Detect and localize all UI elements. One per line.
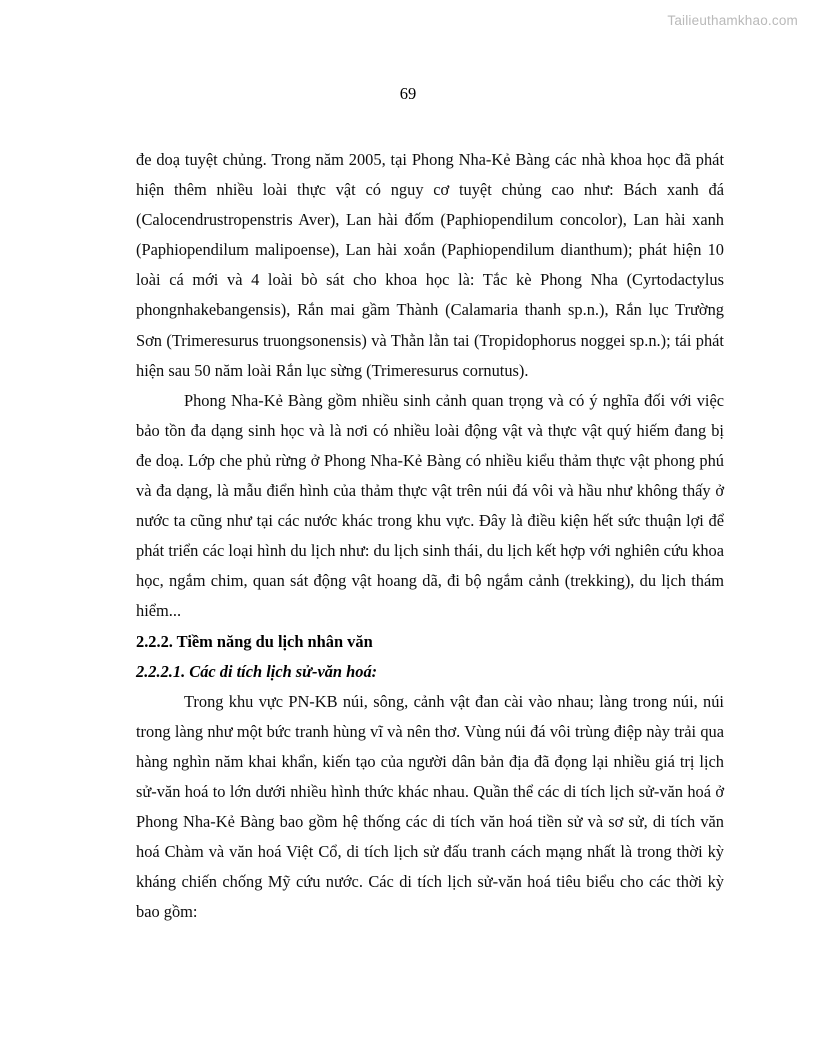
heading-subsection-2-2-2-1: 2.2.2.1. Các di tích lịch sử-văn hoá: (136, 661, 378, 681)
paragraph-culture: Trong khu vực PN-KB núi, sông, cảnh vật đan cài vào nhau; làng trong núi, núi trong làng như một bức tranh hùng vĩ và nên thơ. Vùng núi đá vôi trùng điệp này trải qua hàng nghìn năm khai khẩn, kiến tạo của người dân bản địa đã đọng lại nhiều giá trị lịch sử-văn hoá to lớn dưới nhiều hình thức khác nhau. Quần thể các di tích lịch sử-văn hoá ở Phong Nha-Kẻ Bàng bao gồm hệ thống các di tích văn hoá tiền sử và sơ sử, di tích văn hoá Chàm và văn hoá Việt Cổ, di tích lịch sử đấu tranh cách mạng nhất là trong thời kỳ kháng chiến chống Mỹ cứu nước. Các di tích lịch sử-văn hoá tiêu biểu cho các thời kỳ bao gồm: (136, 691, 724, 922)
paragraph-species: đe doạ tuyệt chủng. Trong năm 2005, tại Phong Nha-Kẻ Bàng các nhà khoa học đã phát hiện thêm nhiều loài thực vật có nguy cơ tuyệt chủng cao như: Bách xanh đá (Calocendrustropenstris Aver), Lan hài đốm (Paphiopendilum concolor), Lan hài xanh (Paphiopendilum malipoense), Lan hài xoắn (Paphiopendilum dianthum); phát hiện 10 loài cá mới và 4 loài bò sát cho khoa học là: Tắc kè Phong Nha (Cyrtodactylus phongnhakebangensis), Rắn mai gầm Thành (Calamaria thanh sp.n.), Rắn lục Trường Sơn (Trimeresurus truongsonensis) và Thằn lằn tai (Tropidophorus noggei sp.n.); tái phát hiện sau 50 năm loài Rắn lục sừng (Trimeresurus cornutus). (136, 150, 724, 380)
paragraph-landscape: Phong Nha-Kẻ Bàng gồm nhiều sinh cảnh quan trọng và có ý nghĩa đối với việc bảo tồn đa dạng sinh học và là nơi có nhiều loài động vật và thực vật quý hiếm đang bị đe doạ. Lớp che phủ rừng ở Phong Nha-Kẻ Bàng có nhiều kiểu thảm thực vật phong phú và đa dạng, là mẫu điển hình của thảm thực vật trên núi đá vôi và hầu như không thấy ở nước ta cũng như tại các nước khác trong khu vực. Đây là điều kiện hết sức thuận lợi để phát triển các loại hình du lịch như: du lịch sinh thái, du lịch kết hợp với nghiên cứu khoa học, ngắm chim, quan sát động vật hoang dã, đi bộ ngắm cảnh (trekking), du lịch thám hiểm... (136, 390, 724, 621)
page-number: 69 (399, 84, 417, 103)
watermark-text: Tailieuthamkhao.com (667, 13, 798, 28)
page-content (136, 145, 724, 927)
heading-section-2-2-2: 2.2.2. Tiềm năng du lịch nhân văn (136, 631, 373, 651)
